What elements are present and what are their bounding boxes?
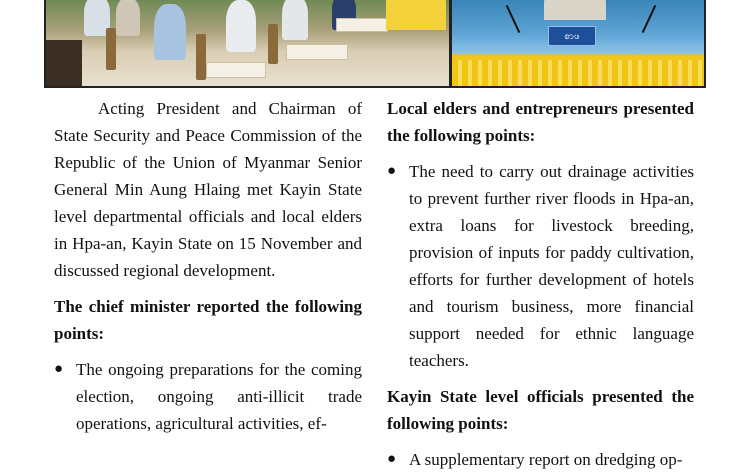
side-table — [286, 44, 348, 60]
state-officials-heading: Kayin State level officials presented the following points: — [387, 387, 694, 433]
article-right-column — [387, 95, 694, 473]
yellow-cloth — [386, 0, 446, 30]
photo-podium — [452, 0, 704, 86]
chief-minister-heading: The chief minister reported the following points: — [54, 297, 362, 343]
bullet-icon: ● — [387, 451, 397, 467]
side-table — [336, 18, 388, 32]
microphone — [642, 5, 656, 33]
list-item: ● The ongoing preparations for the coming election, ongoing anti-illicit trade operations, agricultural activities, ef- — [54, 356, 362, 437]
attendee-figure — [226, 0, 256, 52]
chair — [268, 24, 278, 64]
yellow-tablecloth — [452, 60, 704, 86]
bullet-icon: ● — [387, 163, 397, 179]
article-left-column — [54, 95, 362, 437]
list-item: ● The need to carry out drainage activities to prevent further river floods in Hpa-an, extra loans for livestock breeding, provision of inputs for paddy cultivation, efforts for further development of hotels and tourism business, more financial support needed for ethnic language teachers. — [387, 158, 694, 374]
nameplate: စာဖ — [548, 26, 596, 46]
local-elders-heading: Local elders and entrepreneurs presented the following points: — [387, 99, 694, 145]
side-table — [206, 62, 266, 78]
chief-minister-points — [54, 356, 362, 437]
news-photo — [44, 0, 706, 88]
attendee-figure — [154, 4, 186, 60]
list-item: ● A supplementary report on dredging op- — [387, 446, 694, 473]
local-elders-points — [387, 158, 694, 374]
attendee-figure — [282, 0, 308, 40]
photo-meeting-attendees — [46, 0, 449, 86]
chair — [196, 34, 206, 80]
bullet-icon: ● — [54, 361, 64, 377]
intro-paragraph: Acting President and Chairman of State Security and Peace Commission of the Republic of the Union of Myanmar Senior General Min Aung Hlaing met Kayin State level departmental officials and local elders in Hpa-an, Kayin State on 15 November and discussed regional development. — [54, 99, 362, 280]
attendee-figure — [116, 0, 140, 36]
speaker-figure — [544, 0, 606, 20]
chair — [106, 28, 116, 70]
dark-chair — [46, 40, 82, 86]
microphone — [506, 5, 520, 33]
